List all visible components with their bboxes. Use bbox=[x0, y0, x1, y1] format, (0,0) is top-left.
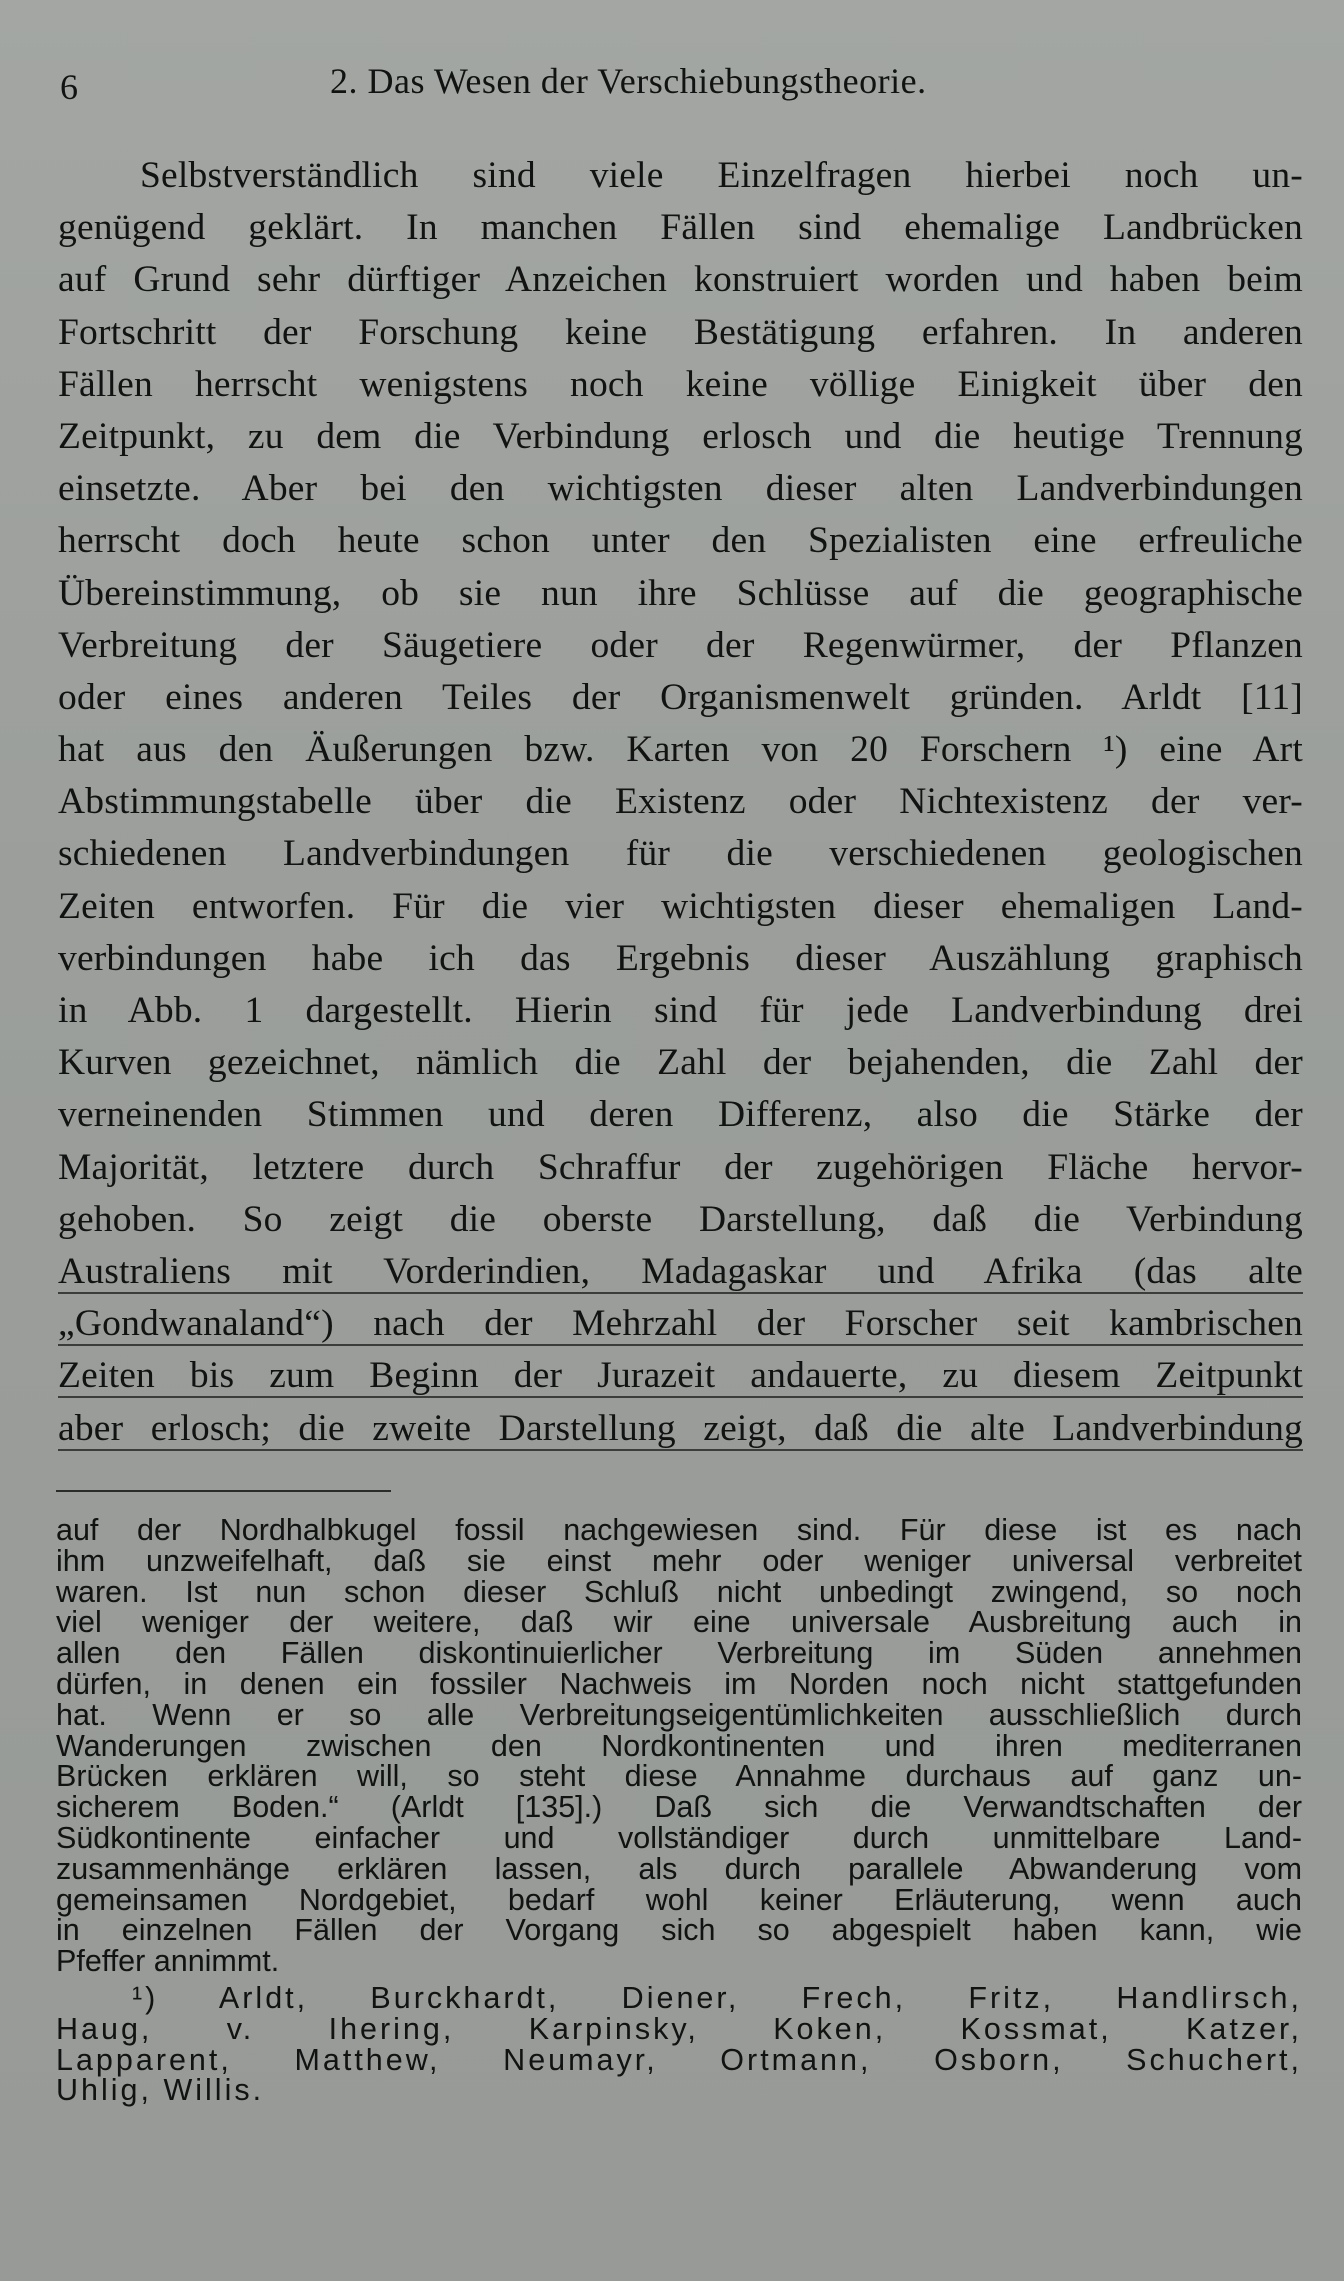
footnote-line: Pfeffer annimmt. bbox=[56, 1944, 280, 1979]
footnote-line: gemeinsamen Nordgebiet, bedarf wohl keiner Erläuterung, wenn auch bbox=[56, 1882, 1302, 1917]
underlined-text: Australiens mit Vorderindien, Madagaskar und Afrika (das alte bbox=[58, 1250, 1303, 1292]
body-line: Fällen herrscht wenigstens noch keine völlige Einigkeit über den bbox=[58, 363, 1303, 405]
body-line-underlined bbox=[58, 1350, 1303, 1402]
body-line: genügend geklärt. In manchen Fällen sind ehemalige Landbrücken bbox=[58, 207, 1303, 249]
footnote-line: sicherem Boden.“ (Arldt [135].) Daß sich die Verwandtschaften der bbox=[56, 1790, 1302, 1825]
running-head: 2. Das Wesen der Verschiebungstheorie. bbox=[330, 61, 927, 101]
body-line: Majorität, letztere durch Schraffur der zugehörigen Fläche hervor- bbox=[58, 1146, 1303, 1188]
footnote-line: zusammenhänge erklären lassen, als durch parallele Abwanderung vom bbox=[56, 1851, 1302, 1886]
page-header bbox=[60, 61, 1300, 116]
body-line: Verbreitung der Säugetiere oder der Regenwürmer, der Pflanzen bbox=[58, 624, 1303, 666]
body-line: einsetzte. Aber bei den wichtigsten dieser alten Landverbindungen bbox=[58, 468, 1303, 510]
footnote-line: allen den Fällen diskontinuierlicher Verbreitung im Süden annehmen bbox=[56, 1636, 1302, 1671]
underlined-text: aber erlosch; die zweite Darstellung zeigt, daß die alte Landverbindung bbox=[58, 1407, 1303, 1449]
underlined-text: Zeiten bis zum Beginn der Jurazeit andauerte, zu diesem Zeitpunkt bbox=[58, 1355, 1303, 1397]
footnote-one-line: Lapparent, Matthew, Neumayr, Ortmann, Osborn, Schuchert, bbox=[56, 2042, 1302, 2077]
footnote-line: waren. Ist nun schon dieser Schluß nicht unbedingt zwingend, so noch bbox=[56, 1574, 1302, 1609]
body-line: in Abb. 1 dargestellt. Hierin sind für jede Landverbindung drei bbox=[58, 990, 1303, 1031]
body-line-underlined bbox=[58, 1246, 1303, 1298]
footnote-line: auf der Nordhalbkugel fossil nachgewiesen sind. Für diese ist es nach bbox=[56, 1513, 1302, 1547]
body-line: Zeitpunkt, zu dem die Verbindung erlosch und die heutige Trennung bbox=[58, 415, 1303, 457]
body-line: oder eines anderen Teiles der Organismenwelt gründen. Arldt [11] bbox=[58, 676, 1303, 718]
body-line: Kurven gezeichnet, nämlich die Zahl der bejahenden, die Zahl der bbox=[58, 1042, 1303, 1084]
body-line: Fortschritt der Forschung keine Bestätigung erfahren. In anderen bbox=[58, 311, 1303, 353]
footnote-line: Wanderungen zwischen den Nordkontinenten und ihren mediterranen bbox=[56, 1728, 1302, 1763]
footnote-line: dürfen, in denen ein fossiler Nachweis im Norden noch nicht stattgefunden bbox=[56, 1666, 1302, 1701]
footnote-line: Brücken erklären will, so steht diese Annahme durchaus auf ganz un- bbox=[56, 1759, 1302, 1794]
footnote-line: Südkontinente einfacher und vollständiger durch unmittelbare Land- bbox=[56, 1820, 1302, 1855]
body-line-underlined bbox=[58, 1298, 1303, 1350]
main-text bbox=[58, 150, 1303, 1455]
footnote-one-line: Uhlig, Willis. bbox=[56, 2073, 265, 2108]
body-line: verbindungen habe ich das Ergebnis dieser Auszählung graphisch bbox=[58, 937, 1303, 979]
footnote-rule bbox=[56, 1490, 391, 1492]
footnotes bbox=[56, 1515, 1302, 2106]
footnote-one-line: Haug, v. Ihering, Karpinsky, Koken, Kossmat, Katzer, bbox=[56, 2011, 1302, 2046]
body-line: schiedenen Landverbindungen für die verschiedenen geologischen bbox=[58, 833, 1303, 875]
footnote-line: in einzelnen Fällen der Vorgang sich so abgespielt haben kann, wie bbox=[56, 1913, 1302, 1948]
footnote-one-line: ¹) Arldt, Burckhardt, Diener, Frech, Fritz, Handlirsch, bbox=[132, 1980, 1302, 2015]
underlined-text: „Gondwanaland“) nach der Mehrzahl der Forscher seit kambrischen bbox=[58, 1303, 1303, 1345]
footnote-line: ihm unzweifelhaft, daß sie einst mehr oder weniger universal verbreitet bbox=[56, 1543, 1302, 1578]
body-line: Abstimmungstabelle über die Existenz oder Nichtexistenz der ver- bbox=[58, 781, 1303, 823]
body-line: Zeiten entworfen. Für die vier wichtigsten dieser ehemaligen Land- bbox=[58, 885, 1303, 927]
footnote-line: viel weniger der weitere, daß wir eine universale Ausbreitung auch in bbox=[56, 1605, 1302, 1640]
footnote-line: hat. Wenn er so alle Verbreitungseigentümlichkeiten ausschließlich durch bbox=[56, 1697, 1302, 1732]
body-line: Selbstverständlich sind viele Einzelfragen hierbei noch un- bbox=[140, 155, 1303, 196]
body-line: gehoben. So zeigt die oberste Darstellung, daß die Verbindung bbox=[58, 1198, 1303, 1240]
body-line-underlined bbox=[58, 1403, 1303, 1455]
body-line: hat aus den Äußerungen bzw. Karten von 20 Forschern ¹) eine Art bbox=[58, 729, 1303, 771]
body-line: herrscht doch heute schon unter den Spezialisten eine erfreuliche bbox=[58, 520, 1303, 562]
page-number: 6 bbox=[60, 67, 78, 107]
body-line: verneinenden Stimmen und deren Differenz, also die Stärke der bbox=[58, 1094, 1303, 1136]
body-line: Übereinstimmung, ob sie nun ihre Schlüsse auf die geographische bbox=[58, 572, 1303, 614]
body-line: auf Grund sehr dürftiger Anzeichen konstruiert worden und haben beim bbox=[58, 259, 1303, 301]
